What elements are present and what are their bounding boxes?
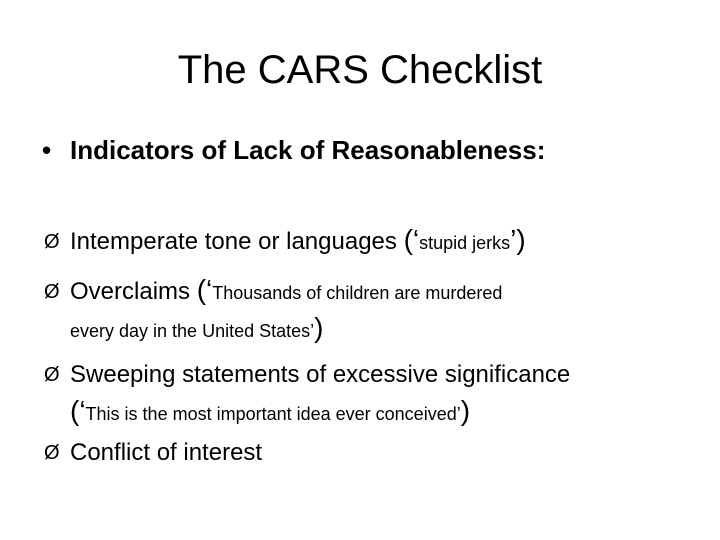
sub-bullet-text: Sweeping statements of excessive significance	[70, 361, 571, 388]
sub-bullet-overclaims-continued	[70, 311, 323, 348]
example-text: This is the most important idea ever conceived’	[85, 404, 461, 424]
sub-bullet-sweeping-statements	[44, 358, 570, 392]
slide-title: The CARS Checklist	[177, 48, 543, 92]
arrow-bullet-icon: Ø	[44, 442, 60, 464]
bullet-icon: •	[42, 135, 52, 165]
main-bullet-text: Indicators of Lack of Reasonableness:	[70, 135, 546, 165]
main-bullet	[42, 134, 545, 166]
sub-bullet-intemperate-tone	[44, 223, 526, 260]
close-paren: ’)	[510, 224, 526, 255]
sub-bullet-text: Intemperate tone or languages	[70, 228, 397, 255]
sub-bullet-overclaims	[44, 273, 502, 310]
sub-bullet-sweeping-statements-continued	[70, 394, 470, 431]
arrow-bullet-icon: Ø	[44, 364, 60, 386]
open-paren: (‘	[403, 224, 420, 255]
open-paren: (‘	[196, 274, 213, 305]
sub-bullet-text: Conflict of interest	[70, 439, 263, 466]
example-text: stupid jerks	[419, 233, 511, 253]
example-text: every day in the United States’	[70, 321, 315, 341]
example-text: Thousands of children are murdered	[212, 283, 503, 303]
open-paren: (‘	[70, 395, 86, 426]
close-paren: )	[314, 312, 324, 343]
close-paren: )	[460, 395, 471, 426]
sub-bullet-conflict-of-interest	[44, 436, 262, 470]
arrow-bullet-icon: Ø	[44, 281, 60, 303]
arrow-bullet-icon: Ø	[44, 231, 60, 253]
sub-bullet-text: Overclaims	[70, 278, 191, 305]
